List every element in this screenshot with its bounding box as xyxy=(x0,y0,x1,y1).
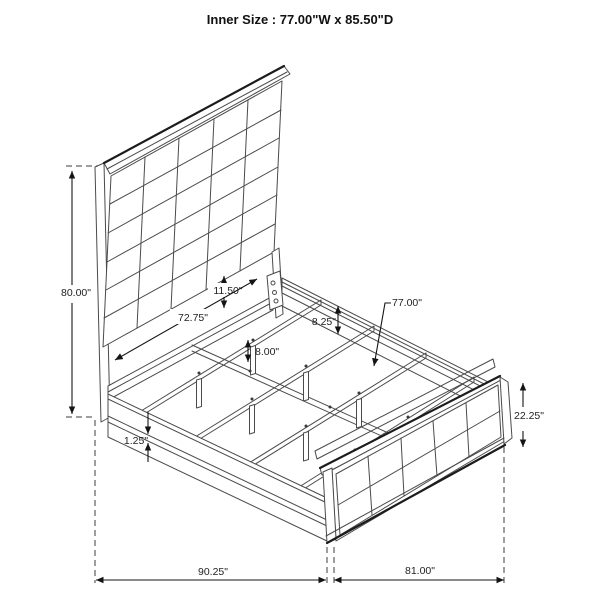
footboard-height-label: 22.25" xyxy=(513,410,545,422)
dim-footboard-height xyxy=(514,383,544,447)
rail-bottom-trim-label: 1.25" xyxy=(123,435,149,447)
headboard xyxy=(95,66,290,422)
slat-2 xyxy=(195,326,374,442)
support-leg-height-label: 8.00" xyxy=(255,346,280,358)
overall-depth-label: 90.25" xyxy=(197,566,229,578)
footboard xyxy=(315,359,512,543)
diagram-title: Inner Size : 77.00"W x 85.50"D xyxy=(206,12,394,27)
inner-width-label: 77.00" xyxy=(392,297,423,309)
rail-height-label: 8.25" xyxy=(311,316,336,328)
slat-length-label: 72.75" xyxy=(177,312,209,324)
headboard-height-label: 80.00" xyxy=(60,287,92,299)
dim-headboard-height xyxy=(61,166,98,417)
footboard-width-label: 81.00" xyxy=(404,565,436,577)
panel-clearance-label: 11.50" xyxy=(213,285,243,297)
